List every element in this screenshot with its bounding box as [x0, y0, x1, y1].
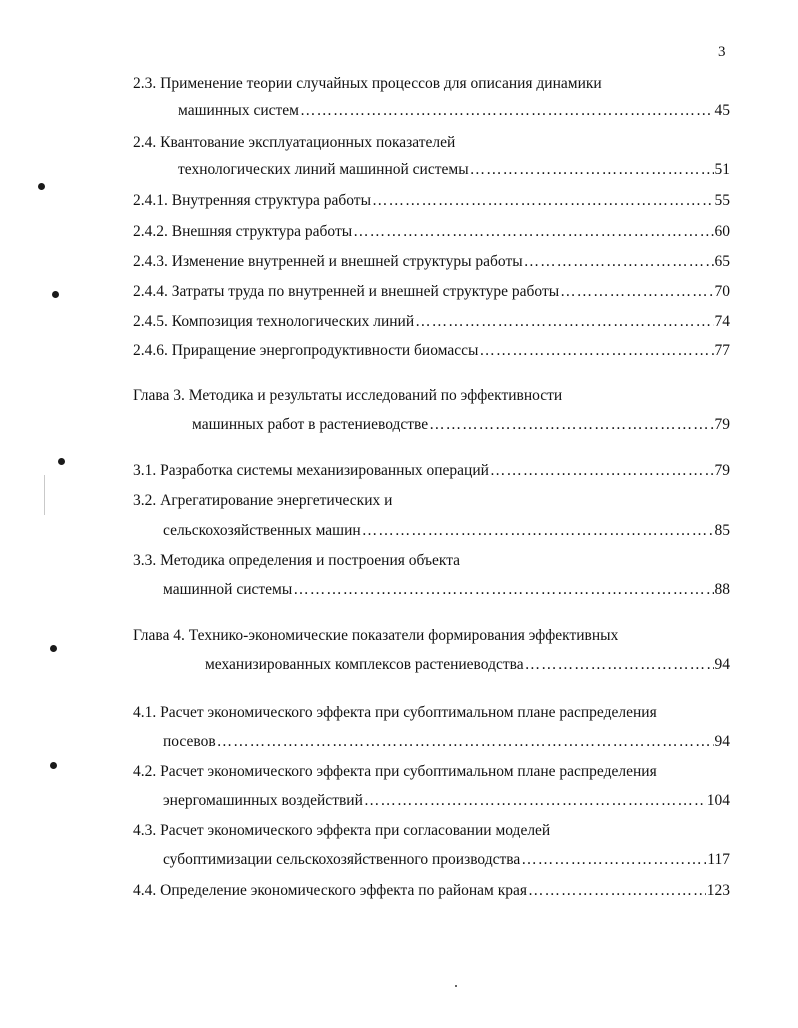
dot-leader — [429, 415, 713, 435]
toc-entry-2-3-line1: 2.3. Применение теории случайных процессов для описания динамики — [133, 75, 602, 92]
toc-page-number: 85 — [714, 522, 730, 539]
scan-edge-line — [44, 475, 45, 515]
toc-page-number: 77 — [714, 342, 730, 359]
toc-entry-title: 2.4.2. Внешняя структура работы — [133, 223, 353, 240]
dot-leader — [364, 791, 706, 811]
toc-page-number: 70 — [714, 283, 730, 300]
toc-entry-4-1 — [163, 732, 730, 752]
toc-entry-title: 2.4.4. Затраты труда по внутренней и внешней структуре работы — [133, 283, 560, 300]
toc-page-number: 104 — [706, 792, 730, 809]
dot-leader — [415, 312, 713, 332]
toc-entry-title: машинных работ в растениеводстве — [192, 416, 429, 433]
toc-entry-2-4-line1: 2.4. Квантование эксплуатационных показателей — [133, 134, 456, 151]
toc-page-number: 94 — [714, 656, 730, 673]
dot-leader — [293, 580, 713, 600]
toc-entry-2-4-4 — [133, 282, 730, 302]
toc-entry-4-2 — [163, 791, 730, 811]
toc-chapter-4-line1: Глава 4. Технико-экономические показатели формирования эффективных — [133, 627, 619, 644]
toc-entry-4-4 — [133, 881, 730, 901]
toc-entry-2-4-1 — [133, 191, 730, 211]
dot-leader — [490, 461, 714, 481]
toc-entry-2-4-5 — [133, 312, 730, 332]
dot-leader — [470, 160, 714, 180]
dot-leader — [560, 282, 713, 302]
toc-entry-4-2-line1: 4.2. Расчет экономического эффекта при субоптимальном плане распределения — [133, 763, 657, 780]
page-number: 3 — [718, 44, 726, 60]
toc-entry-2-4-2 — [133, 222, 730, 242]
toc-page-number: 123 — [706, 882, 730, 899]
toc-page-number: 74 — [714, 313, 730, 330]
toc-entry-title: 2.4.3. Изменение внутренней и внешней структуры работы — [133, 253, 523, 270]
dot-leader — [528, 881, 706, 901]
dot-leader — [300, 101, 714, 121]
toc-entry-title: энергомашинных воздействий — [163, 792, 363, 809]
punch-hole-mark — [50, 645, 57, 652]
punch-hole-mark — [58, 458, 65, 465]
dot-leader — [362, 521, 714, 541]
toc-entry-2-4-6 — [133, 341, 730, 361]
toc-entry-title: 2.4.1. Внутренняя структура работы — [133, 192, 371, 209]
dot-leader — [479, 341, 713, 361]
scan-speck — [455, 985, 457, 987]
toc-page-number: 94 — [714, 733, 730, 750]
dot-leader — [525, 655, 714, 675]
dot-leader — [353, 222, 713, 242]
dot-leader — [524, 252, 714, 272]
toc-entry-title: 2.4.6. Приращение энергопродуктивности биомассы — [133, 342, 479, 359]
toc-entry-4-3 — [163, 850, 730, 870]
toc-page-number: 55 — [714, 192, 730, 209]
toc-entry-3-3-line1: 3.3. Методика определения и построения объекта — [133, 552, 461, 569]
toc-page-number: 65 — [714, 253, 730, 270]
dot-leader — [217, 732, 714, 752]
toc-entry-title: машинной системы — [163, 581, 293, 598]
toc-entry-title: 3.1. Разработка системы механизированных операций — [133, 462, 489, 479]
toc-page-number: 45 — [714, 102, 730, 119]
toc-chapter-4 — [205, 655, 730, 675]
toc-entry-4-3-line1: 4.3. Расчет экономического эффекта при согласовании моделей — [133, 822, 551, 839]
toc-page-number: 79 — [714, 416, 730, 433]
toc-page-number: 60 — [714, 223, 730, 240]
toc-entry-3-2 — [163, 521, 730, 541]
toc-entry-4-1-line1: 4.1. Расчет экономического эффекта при субоптимальном плане распределения — [133, 704, 657, 721]
punch-hole-mark — [38, 183, 45, 190]
toc-entry-title: 2.4.5. Композиция технологических линий — [133, 313, 415, 330]
toc-entry-title: субоптимизации сельскохозяйственного производства — [163, 851, 521, 868]
toc-page-number: 117 — [707, 851, 730, 868]
punch-hole-mark — [50, 762, 57, 769]
toc-entry-2-4-3 — [133, 252, 730, 272]
toc-entry-3-2-line1: 3.2. Агрегатирование энергетических и — [133, 492, 393, 509]
dot-leader — [521, 850, 706, 870]
toc-entry-title: механизированных комплексов растениеводства — [205, 656, 524, 673]
toc-chapter-3 — [192, 415, 730, 435]
toc-entry-title: посевов — [163, 733, 216, 750]
toc-page-number: 88 — [714, 581, 730, 598]
toc-chapter-3-line1: Глава 3. Методика и результаты исследований по эффективности — [133, 387, 563, 404]
toc-entry-2-4 — [178, 160, 730, 180]
dot-leader — [372, 191, 714, 211]
toc-entry-title: 4.4. Определение экономического эффекта по районам края — [133, 882, 528, 899]
toc-entry-3-3 — [163, 580, 730, 600]
toc-entry-title: сельскохозяйственных машин — [163, 522, 361, 539]
punch-hole-mark — [52, 291, 59, 298]
toc-entry-title: технологических линий машинной системы — [178, 161, 469, 178]
toc-page-number: 79 — [714, 462, 730, 479]
toc-entry-title: машинных систем — [178, 102, 299, 119]
toc-page-number: 51 — [714, 161, 730, 178]
toc-entry-2-3 — [178, 101, 730, 121]
toc-entry-3-1 — [133, 461, 730, 481]
